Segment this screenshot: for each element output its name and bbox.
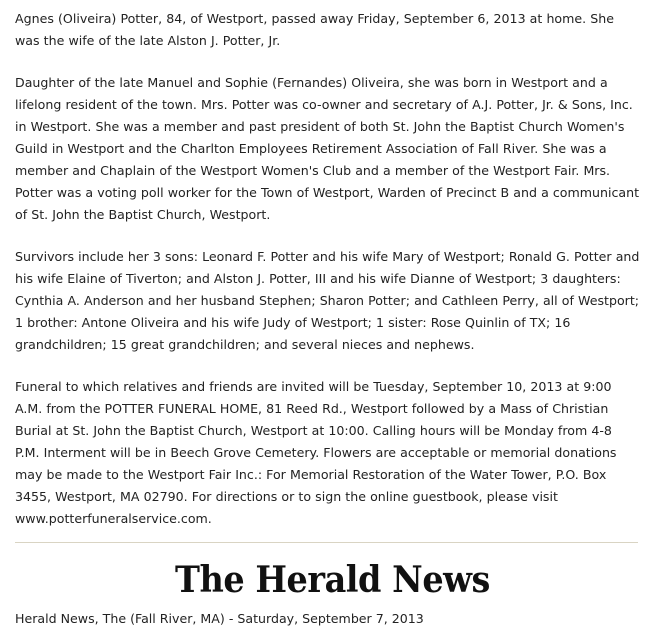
obituary-paragraph-biography: Daughter of the late Manuel and Sophie (Fernandes) Oliveira, she was born in Westport and a lifelong resident of the town. Mrs. Potter was co-owner and secretary of A.J. Potter, Jr. & Sons, Inc. in Westport. She was a member and past president of both St. John the Baptist Church Women's Guild in Westport and the Charlton Employees Retirement Association of Fall River. She was a member and Chaplain of the Westport Women's Club and a member of the Westport Fair. Mrs. Potter was a voting poll worker for the Town of Westport, Warden of Precinct B and a communicant of St. John the Baptist Church, Westport. [15, 75, 640, 222]
obituary-paragraph-survivors: Survivors include her 3 sons: Leonard F. Potter and his wife Mary of Westport; Ronald G. Potter and his wife Elaine of Tiverton; and Alston J. Potter, III and his wife Dianne of Westport; 3 daughters: Cynthia A. Anderson and her husband Stephen; Sharon Potter; and Cathleen Perry, all of Westport; 1 brother: Antone Oliveira and his wife Judy of Westport; 1 sister: Rose Quinlin of TX; 16 grandchildren; 15 great grandchildren; and several nieces and nephews. [15, 249, 640, 352]
newspaper-masthead-logo: The Herald News [175, 559, 490, 601]
source-citation: Herald News, The (Fall River, MA) - Saturday, September 7, 2013 [15, 611, 424, 626]
obituary-paragraph-death-notice: Agnes (Oliveira) Potter, 84, of Westport, passed away Friday, September 6, 2013 at home. She was the wife of the late Alston J. Potter, Jr. [15, 11, 614, 48]
obituary-text [15, 8, 640, 550]
section-divider [15, 542, 638, 543]
obituary-paragraph-funeral: Funeral to which relatives and friends are invited will be Tuesday, September 10, 2013 at 9:00 A.M. from the POTTER FUNERAL HOME, 81 Reed Rd., Westport followed by a Mass of Christian Burial at St. John the Baptist Church, Westport at 10:00. Calling hours will be Monday from 4-8 P.M. Interment will be in Beech Grove Cemetery. Flowers are acceptable or memorial donations may be made to the Westport Fair Inc.: For Memorial Restoration of the Water Tower, P.O. Box 3455, Westport, MA 02790. For directions or to sign the online guestbook, please visit www.potterfuneralservice.com. [15, 379, 617, 526]
